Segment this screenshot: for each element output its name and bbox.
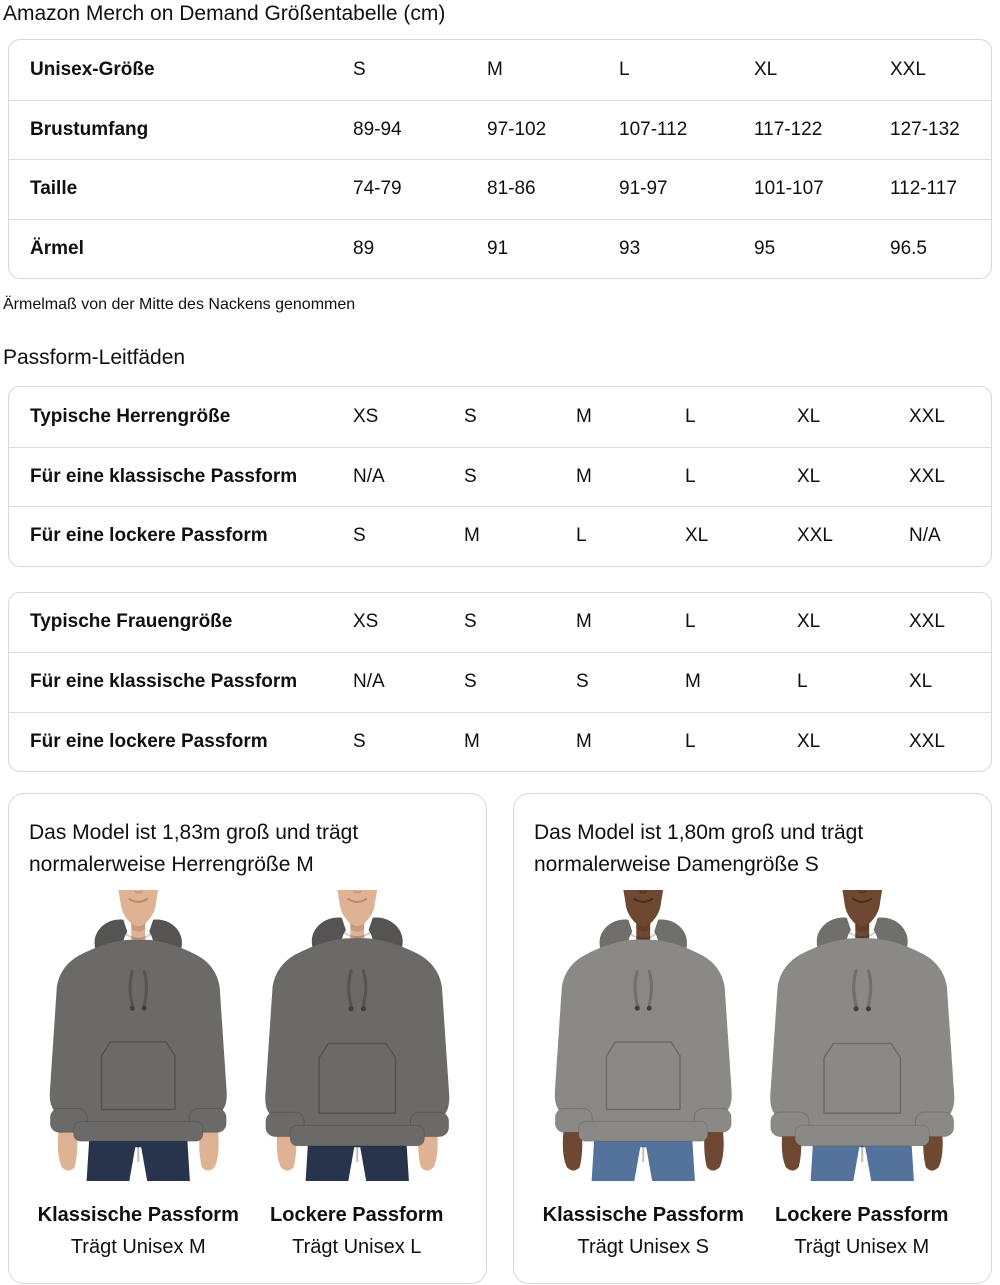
measure-cell: 97-102 [487,118,547,140]
table-row [9,100,991,160]
photo-figure [534,889,753,1259]
size-cell: XS [353,405,379,427]
photo-row [534,889,971,1259]
size-cell: L [685,465,696,487]
size-cell: M [464,525,480,547]
size-cell: XL [797,465,821,487]
model-description: Das Model ist 1,80m groß und trägt normalerweise Damengröße S [534,821,864,876]
size-cell: XL [797,611,821,633]
size-cell: M [576,611,592,633]
measure-cell: 107-112 [619,118,688,140]
sleeve-measurement-note: Ärmelmaß von der Mitte des Nackens genommen [3,296,356,313]
row-label: Für eine lockere Passform [30,730,268,752]
photo-figure [753,889,972,1259]
size-cell: S [464,611,477,633]
size-label: Trägt Unisex S [577,1236,710,1258]
measure-cell: 96.5 [890,237,927,259]
model-photo-mens-loose-fit [248,889,467,1182]
measure-cell: 81-86 [487,178,536,200]
table-row [9,506,991,566]
measure-cell: 101-107 [754,178,824,200]
size-cell: L [685,611,696,633]
size-cell: S [464,465,477,487]
table-row [9,40,991,100]
size-cell: M [685,671,701,693]
size-cell: S [464,405,477,427]
measure-cell: 117-122 [754,118,823,140]
measure-cell: 93 [619,237,641,259]
row-label: Für eine klassische Passform [30,465,298,487]
fit-guides-heading: Passform-Leitfäden [3,346,186,369]
row-label: Für eine klassische Passform [30,671,298,693]
size-label: Trägt Unisex L [292,1236,422,1258]
size-cell: XL [754,58,778,80]
size-cell: XXL [909,405,945,427]
table-row [9,712,991,772]
size-cell: XL [685,525,709,547]
size-cell: XXL [890,58,926,80]
size-label: Trägt Unisex M [70,1236,206,1258]
womens-fit-table [8,592,992,773]
size-cell: M [487,58,503,80]
measure-cell: 95 [754,237,776,259]
table-row [9,593,991,653]
mens-fit-table [8,386,992,567]
fit-label: Klassische Passform [37,1204,239,1226]
size-cell: N/A [353,465,385,487]
row-label: Unisex-Größe [30,58,155,80]
size-cell: N/A [353,671,385,693]
size-cell: L [685,405,696,427]
size-cell: L [797,671,808,693]
size-cell: L [576,525,587,547]
size-cell: XL [797,405,821,427]
fit-label: Lockere Passform [775,1204,949,1226]
size-cell: XS [353,611,379,633]
photo-figure [248,889,467,1259]
size-cell: M [464,730,480,752]
row-label: Typische Herrengröße [30,405,231,427]
measure-cell: 89 [353,237,375,259]
page-title: Amazon Merch on Demand Größentabelle (cm) [3,2,446,25]
measure-cell: 91 [487,237,509,259]
size-label: Trägt Unisex M [794,1236,930,1258]
photo-figure [29,889,248,1259]
size-cell: M [576,405,592,427]
row-label: Für eine lockere Passform [30,525,268,547]
size-cell: S [576,671,589,693]
size-cell: L [685,730,696,752]
size-cell: XXL [909,465,945,487]
table-row [9,387,991,447]
size-cell: XL [909,671,933,693]
size-cell: XL [797,730,821,752]
measure-cell: 112-117 [890,178,957,200]
table-row [9,159,991,219]
fit-label: Lockere Passform [270,1204,444,1226]
size-cell: XXL [909,730,945,752]
unisex-size-table [8,39,992,279]
model-cards [8,793,992,1284]
table-row [9,219,991,279]
size-cell: S [353,525,366,547]
row-label: Typische Frauengröße [30,611,233,633]
measure-cell: 127-132 [890,118,960,140]
size-cell: M [576,465,592,487]
model-photo-mens-classic-fit [29,889,248,1182]
fit-label: Klassische Passform [542,1204,744,1226]
size-cell: S [353,730,366,752]
measure-cell: 89-94 [353,118,402,140]
row-label: Brustumfang [30,118,149,140]
photo-row [29,889,466,1259]
size-cell: XXL [909,611,945,633]
size-cell: L [619,58,630,80]
row-label: Taille [30,178,78,200]
model-description: Das Model ist 1,83m groß und trägt normalerweise Herrengröße M [29,821,359,876]
table-row [9,447,991,507]
size-cell: XXL [797,525,833,547]
size-cell: S [464,671,477,693]
measure-cell: 91-97 [619,178,668,200]
size-cell: S [353,58,366,80]
womens-model-card [513,793,992,1284]
model-photo-womens-loose-fit [753,889,972,1182]
measure-cell: 74-79 [353,178,402,200]
size-cell: N/A [909,525,941,547]
mens-model-card [8,793,487,1284]
model-photo-womens-classic-fit [534,889,753,1182]
row-label: Ärmel [30,237,84,259]
table-row [9,652,991,712]
size-cell: M [576,730,592,752]
